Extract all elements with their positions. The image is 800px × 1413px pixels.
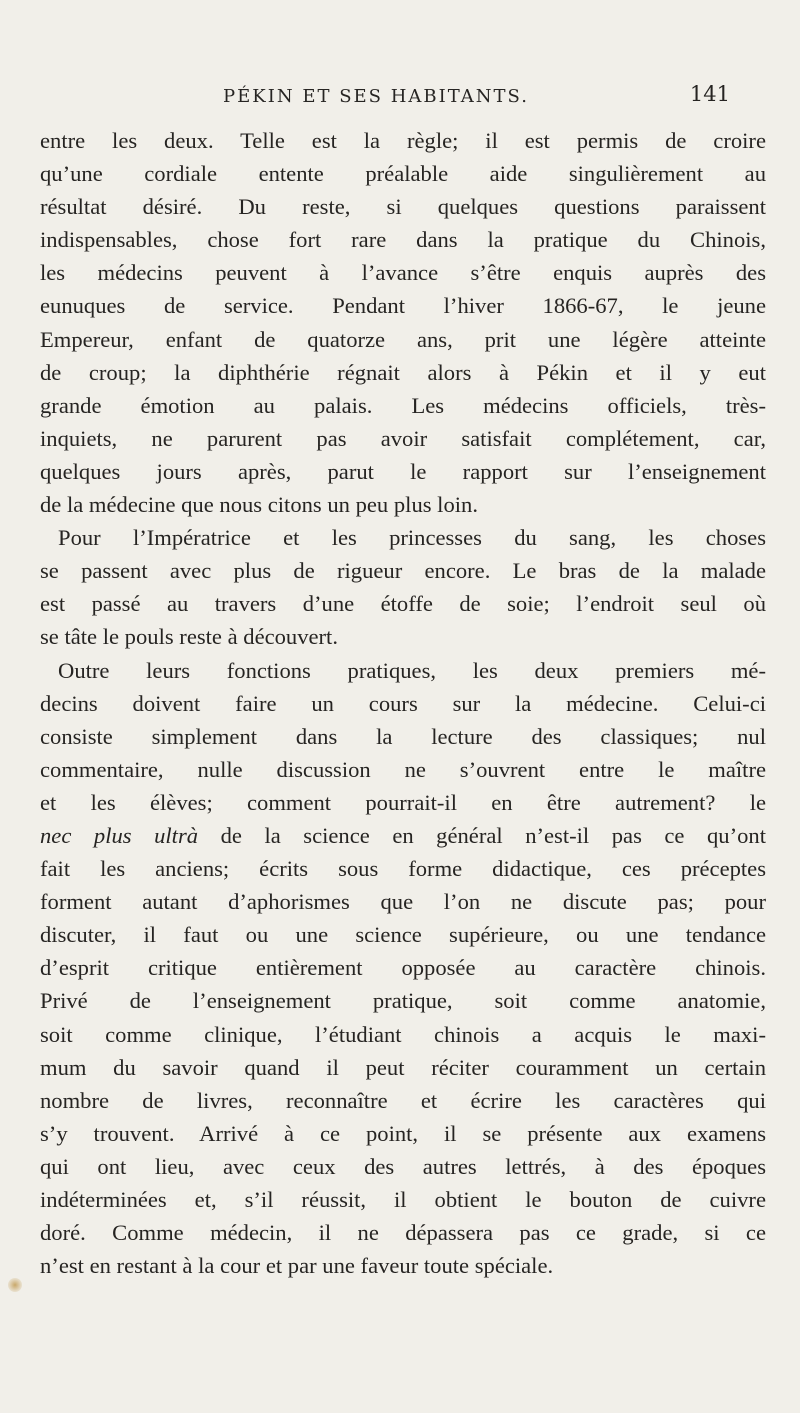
text-line: grande émotion au palais. Les médecins officiels, très- (40, 392, 766, 418)
text-line: quelques jours après, parut le rapport sur l’enseignement (40, 458, 766, 484)
running-head (40, 82, 760, 110)
text-line: indispensables, chose fort rare dans la pratique du Chinois, (40, 227, 766, 253)
text-line: qui ont lieu, avec ceux des autres lettrés, à des époques (40, 1153, 766, 1179)
text-line: Privé de l’enseignement pratique, soit comme anatomie, (40, 988, 766, 1014)
text-line: s’y trouvent. Arrivé à ce point, il se présente aux examens (40, 1120, 766, 1146)
text-line: les médecins peuvent à l’avance s’être enquis auprès des (40, 260, 766, 286)
text-line: inquiets, ne parurent pas avoir satisfait complétement, car, (40, 425, 766, 451)
text-line: se passent avec plus de rigueur encore. Le bras de la malade (40, 558, 766, 584)
text-line: decins doivent faire un cours sur la médecine. Celui-ci (40, 690, 766, 716)
text-line: fait les anciens; écrits sous forme didactique, ces préceptes (40, 856, 766, 882)
text-line: doré. Comme médecin, il ne dépassera pas ce grade, si ce (40, 1220, 766, 1246)
running-title: PÉKIN ET SES HABITANTS. (223, 86, 529, 107)
line-remainder: de la science en général n’est-il pas ce qu’ont (198, 822, 766, 848)
text-line: d’esprit critique entièrement opposée au caractère chinois. (40, 955, 766, 981)
text-line: indéterminées et, s’il réussit, il obtient le bouton de cuivre (40, 1187, 766, 1212)
text-line: discuter, il faut ou une science supérieure, ou une tendance (40, 922, 766, 948)
paper-stain (8, 1278, 22, 1292)
paragraph-3 (40, 654, 766, 1283)
text-line: résultat désiré. Du reste, si quelques questions paraissent (40, 194, 766, 220)
text-line: qu’une cordiale entente préalable aide singulièrement au (40, 161, 766, 187)
page-number: 141 (689, 82, 730, 106)
text-line: Pour l’Impératrice et les princesses du sang, les choses (58, 525, 766, 551)
text-line: nombre de livres, reconnaître et écrire les caractères qui (40, 1087, 766, 1113)
text-line: entre les deux. Telle est la règle; il est permis de croire (40, 128, 766, 153)
text-line: n’est en restant à la cour et par une faveur toute spéciale. (40, 1253, 554, 1279)
text-line: consiste simplement dans la lecture des classiques; nul (40, 723, 766, 749)
paragraph-2 (40, 521, 766, 653)
text-line-italic-start (40, 819, 766, 852)
text-line: se tâte le pouls reste à découvert. (40, 624, 338, 650)
text-line: commentaire, nulle discussion ne s’ouvrent entre le maître (40, 756, 766, 782)
text-line: soit comme clinique, l’étudiant chinois a acquis le maxi- (40, 1021, 766, 1047)
text-line: eunuques de service. Pendant l’hiver 1866-67, le jeune (40, 293, 766, 319)
text-line: et les élèves; comment pourrait-il en être autrement? le (40, 789, 766, 815)
text-line: de la médecine que nous citons un peu plus loin. (40, 492, 478, 518)
text-line: de croup; la diphthérie régnait alors à Pékin et il y eut (40, 359, 766, 385)
text-line: Outre leurs fonctions pratiques, les deux premiers mé- (58, 657, 766, 683)
text-line: forment autant d’aphorismes que l’on ne discute pas; pour (40, 889, 766, 915)
text-line: mum du savoir quand il peut réciter couramment un certain (40, 1054, 766, 1080)
paragraph-1 (40, 124, 766, 521)
text-line: est passé au travers d’une étoffe de soie; l’endroit seul où (40, 591, 766, 617)
text-line: Empereur, enfant de quatorze ans, prit une légère atteinte (40, 326, 766, 352)
body-text (40, 124, 766, 1282)
italic-phrase: nec plus ultrà (40, 822, 199, 848)
